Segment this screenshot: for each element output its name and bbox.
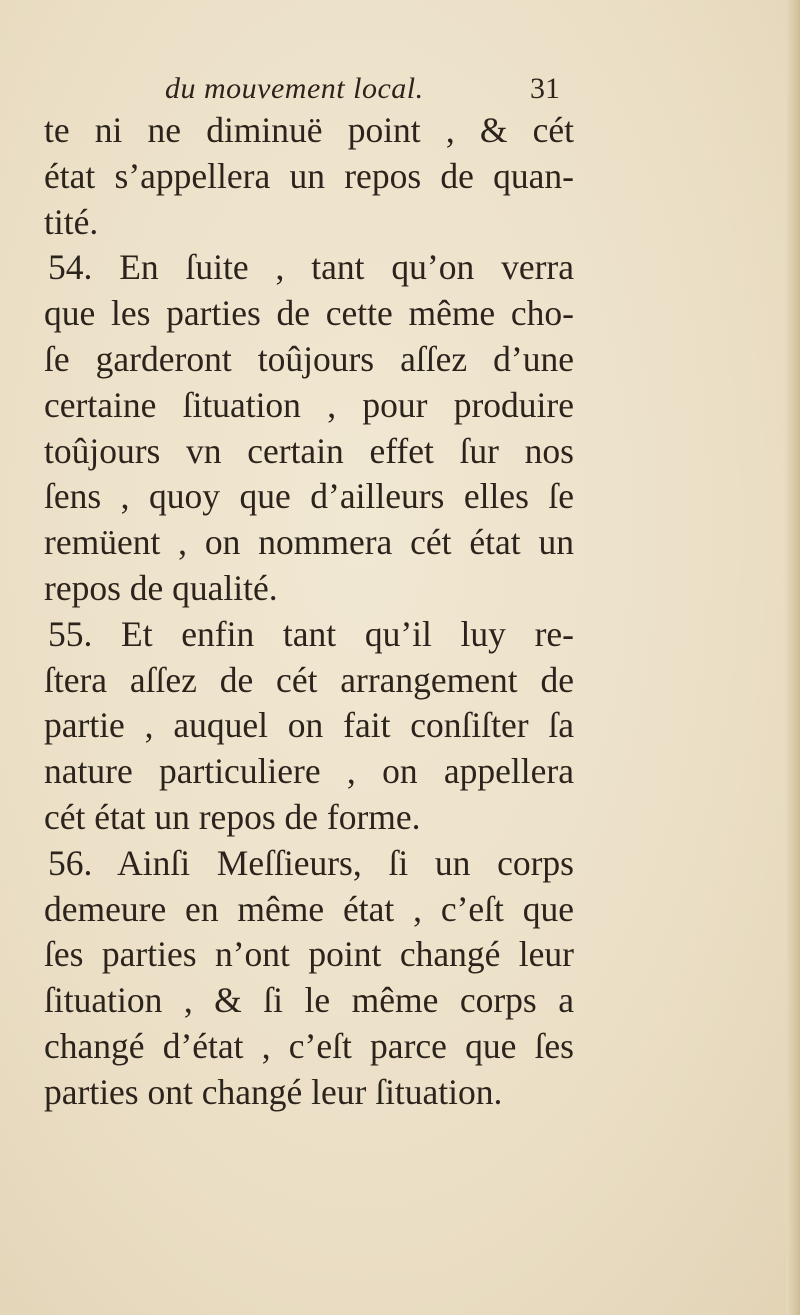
page-header [0, 72, 800, 112]
text-line: toûjours vn certain effet ſur nos [44, 430, 574, 471]
paragraph-54-start: 54. En ſuite , tant qu’on verra [48, 247, 574, 288]
text-line: ſtera aſſez de cét arrangement de [44, 659, 574, 700]
text-line: partie , auquel on fait conſiſter ſa [44, 705, 574, 746]
text-line: que les parties de cette même cho- [44, 293, 574, 334]
text-line: cét état un repos de forme. [44, 796, 421, 837]
text-line: parties ont changé leur ſituation. [44, 1071, 503, 1112]
text-line: ſe garderont toûjours aſſez d’une [44, 338, 574, 379]
body-text [44, 108, 574, 1116]
text-line: ſituation , & ſi le même corps a [44, 980, 574, 1021]
text-line: nature particuliere , on appellera [44, 751, 574, 792]
page-edge [786, 0, 800, 1315]
text-line: remüent , on nommera cét état un [44, 522, 574, 563]
text-line: repos de qualité. [44, 567, 278, 608]
text-line: ſens , quoy que d’ailleurs elles ſe [44, 476, 574, 517]
text-line: changé d’état , c’eſt parce que ſes [44, 1025, 574, 1066]
paragraph-56-start: 56. Ainſi Meſſieurs, ſi un corps [48, 842, 574, 883]
text-line: état s’appellera un repos de quan- [44, 155, 574, 196]
text-line: certaine ſituation , pour produire [44, 384, 574, 425]
text-line: demeure en même état , c’eſt que [44, 888, 574, 929]
paragraph-55-start: 55. Et enfin tant qu’il luy re- [48, 613, 574, 654]
running-title: du mouvement local. [165, 72, 424, 105]
text-line: ſes parties n’ont point changé leur [44, 934, 574, 975]
page-number: 31 [530, 72, 560, 105]
text-line: te ni ne diminuë point , & cét [44, 110, 574, 150]
text-line: tité. [44, 201, 99, 242]
